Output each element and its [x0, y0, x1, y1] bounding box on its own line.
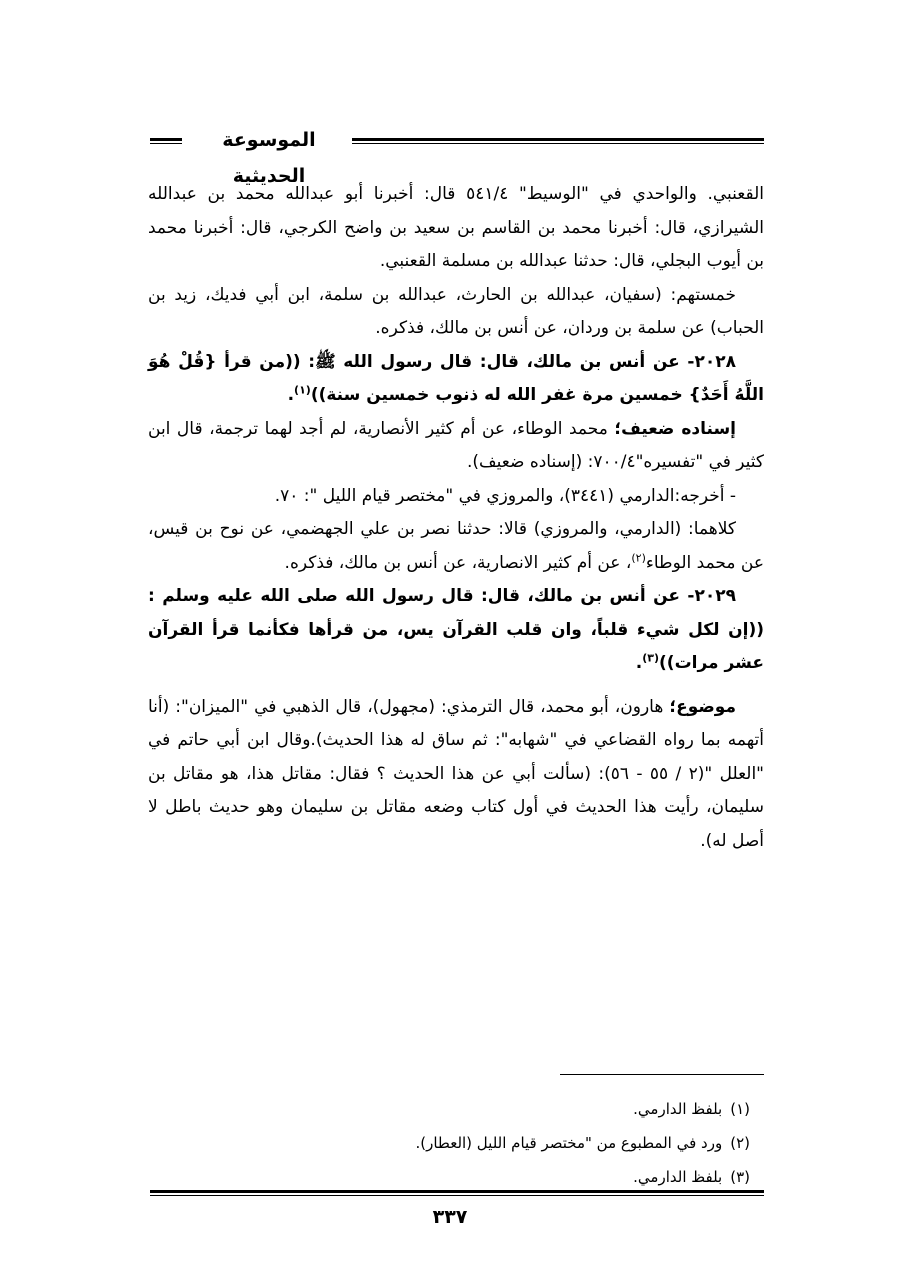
isnad-text: كلاهما: (الدارمي، والمروزي) قالا: حدثنا نصر بن علي الجهضمي، عن نوح بن قيس، عن محمد الوطاء: [148, 519, 764, 573]
grading-text: هارون، أبو محمد، قال الترمذي: (مجهول)، قال الذهبي في "الميزان": (أنا أتهمه بما رواه القضاعي في "شهابه": ثم ساق له هذا الحديث).وقال ابن أبي حاتم في "العلل "(٢ / ٥٥ - ٥٦): (سألت أبي عن هذا الحديث ؟ فقال: مقاتل هذا، هو مقاتل بن سليمان، رأيت هذا الحديث في أول كتاب وضعه مقاتل بن سليمان وهو حديث باطل لا أصل له).: [148, 696, 764, 851]
footnote-text: بلفظ الدارمي.: [633, 1100, 723, 1118]
takhrij-2028: [148, 480, 764, 514]
footnote-number: (٢): [730, 1134, 750, 1152]
header-title: الموسوعة الحديثية: [222, 129, 316, 187]
hadith-text: ٢٠٢٩- عن أنس بن مالك، قال: قال رسول الله صلى الله عليه وسلم : ((إن لكل شيء قلباً، وان قلب القرآن يس، من قرأها فكأنما قرأ القرآن عشر مرات)): [148, 586, 764, 673]
footnote-1: [148, 1092, 750, 1126]
paragraph-text: خمستهم: (سفيان، عبدالله بن الحارث، عبدالله بن سلمة، ابن أبي فديك، زيد بن الحباب) عن سلمة بن وردان، عن أنس بن مالك، فذكره.: [148, 284, 764, 338]
page-number: ٣٣٧: [432, 1206, 468, 1228]
footnote-ref-1[interactable]: (١): [294, 383, 311, 397]
footnotes: [148, 1092, 750, 1194]
isnad-end: ، عن أم كثير الانصارية، عن أنس بن مالك، فذكره.: [284, 552, 632, 573]
hadith-2028: [148, 346, 764, 413]
grading-text: محمد الوطاء، عن أم كثير الأنصارية، لم أجد لهما ترجمة، قال ابن كثير في "تفسيره"٧٠٠/٤: (إسناده ضعيف).: [148, 418, 764, 472]
main-text: [148, 178, 764, 858]
isnad-2028: [148, 513, 764, 580]
footnote-text: ورد في المطبوع من "مختصر قيام الليل (العطار).: [415, 1134, 723, 1152]
grading-2029: [148, 691, 764, 859]
running-header: [150, 122, 764, 187]
paragraph-isnad-continuation: [148, 178, 764, 279]
footer-rule: [150, 1190, 764, 1196]
grading-label: موضوع؛: [669, 696, 736, 717]
paragraph-text: القعنبي. والواحدي في "الوسيط" ٥٤١/٤ قال: أخبرنا أبو عبدالله محمد بن عبدالله الشيرازي، قال: أخبرنا محمد بن القاسم بن سعيد بن واضح الكرجي، قال: أخبرنا محمد بن أيوب البجلي، قال: حدثنا عبدالله بن مسلمة القعنبي.: [148, 184, 764, 271]
hadith-end: .: [635, 653, 643, 673]
footnote-ref-2[interactable]: (٢): [631, 550, 646, 564]
grading-label: إسناده ضعيف؛: [614, 418, 736, 439]
grading-2028: [148, 413, 764, 480]
header-rule-left: [150, 138, 182, 144]
footnote-number: (١): [730, 1100, 750, 1118]
footnote-3: [148, 1160, 750, 1194]
hadith-end: .: [287, 385, 295, 405]
footnote-separator: [560, 1074, 764, 1075]
hadith-2029: [148, 580, 764, 681]
footnote-ref-3[interactable]: (٣): [642, 651, 660, 665]
hadith-text: ٢٠٢٨- عن أنس بن مالك، قال: قال رسول الله ﷺ: ((من قرأ {قُلْ هُوَ اللَّهُ أَحَدٌ} خمسين مرة غفر الله له ذنوب خمسين سنة)): [148, 351, 764, 405]
takhrij-text: - أخرجه:الدارمي (٣٤٤١)، والمروزي في "مختصر قيام الليل ": ٧٠.: [274, 485, 736, 506]
footnote-number: (٣): [730, 1168, 750, 1186]
paragraph-five-narrators: [148, 279, 764, 346]
footnote-2: [148, 1126, 750, 1160]
footnote-text: بلفظ الدارمي.: [633, 1168, 723, 1186]
header-rule-right: [352, 138, 764, 144]
